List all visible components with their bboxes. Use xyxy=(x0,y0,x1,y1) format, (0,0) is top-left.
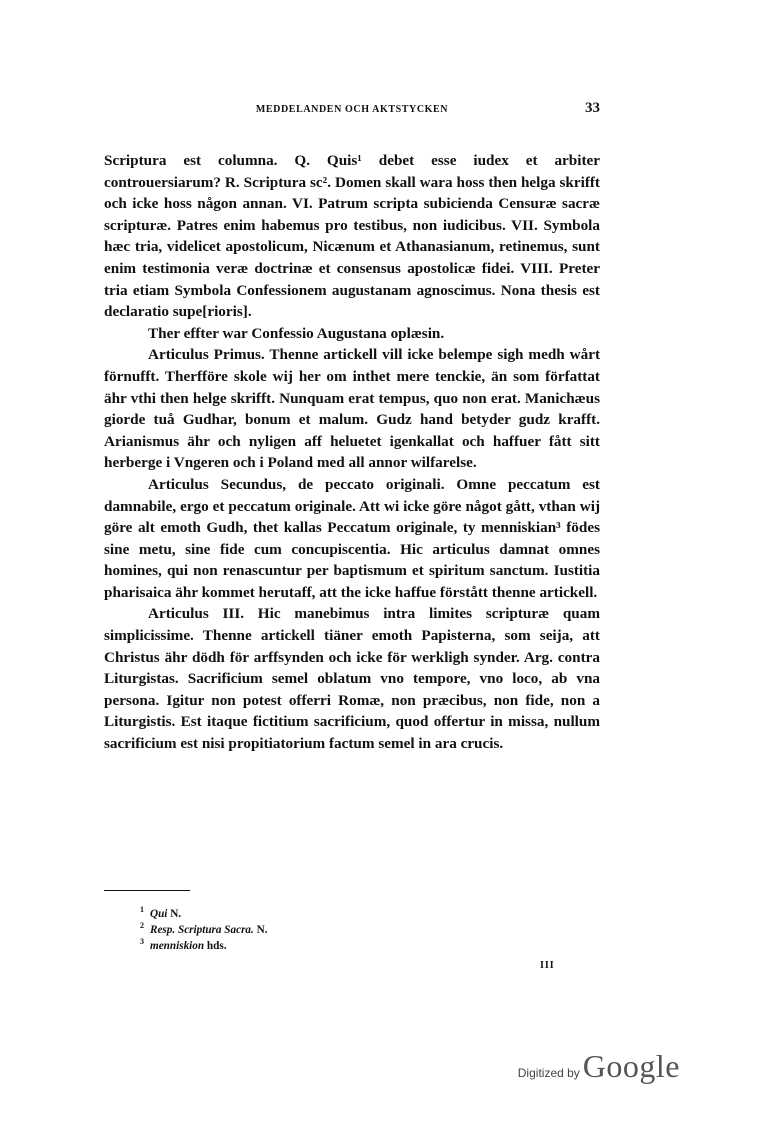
footnote-mark: 1 xyxy=(140,905,144,914)
paragraph-continued: Scriptura est columna. Q. Quis¹ debet esse iudex et arbiter controuersiarum? R. Scriptura sc². Domen skall wara hoss then helga skrifft och icke hoss någon annan. VI. Patrum scripta subicienda Censuræ sacræ scripturæ. Patres enim habemus pro testibus, non iudicibus. VII. Symbola hæc tria, videlicet apostolicum, Nicænum et Athanasianum, retinemus, sunt enim testimonia veræ doctrinæ et consensus apostolicæ fidei. VIII. Preter tria etiam Symbola Confessionem augustanam agnoscimus. Nona thesis est declaratio supe[rioris]. xyxy=(104,152,600,321)
footnote-italic: menniskion xyxy=(150,940,205,952)
footnote xyxy=(140,938,440,954)
signature-mark: III xyxy=(540,960,555,971)
footnote-divider xyxy=(104,890,190,891)
footnote xyxy=(140,922,440,938)
google-logo: Google xyxy=(582,1048,680,1084)
footnote-italic: Qui xyxy=(150,908,168,920)
footnote-italic: Resp. Scriptura Sacra. xyxy=(150,924,254,936)
footnote-mark: 3 xyxy=(140,937,144,946)
paragraph-articulus-secundus: Articulus Secundus, de peccato originali. Omne peccatum est damnabile, ergo et peccatum originale. Att wi icke göre något gått, vthan wij göre alt emoth Gudh, thet kallas Peccatum originale, ty menniskian³ födes sine metu, sine fide cum concupiscentia. Hic articulus damnat omnes homines, qui non renascuntur per baptismum et spiritum sanctum. Iustitia pharisaica ähr kommet herutaff, att the icke haffue förstått thenne artickell. xyxy=(104,475,600,601)
paragraph: Ther effter war Confessio Augustana oplæsin. xyxy=(148,324,445,342)
footnote-text: hds. xyxy=(206,940,227,952)
page-number: 33 xyxy=(585,100,600,116)
footnote xyxy=(140,906,440,922)
running-title: MEDDELANDEN OCH AKTSTYCKEN xyxy=(255,104,449,115)
footnote-text: N. xyxy=(170,908,182,920)
digitizer-prefix: Digitized by xyxy=(517,1066,580,1080)
footnote-text: N. xyxy=(256,924,268,936)
footnote-mark: 2 xyxy=(140,921,144,930)
main-text xyxy=(104,150,600,755)
footnotes xyxy=(140,906,440,954)
paragraph-articulus-iii: Articulus III. Hic manebimus intra limites scripturæ quam simplicissime. Thenne artickell tiäner emoth Papisterna, som seija, att Christus ähr dödh för arffsynden och icke för werkligh synder. Arg. contra Liturgistas. Sacrificium semel oblatum vno tempore, vno loco, ab vna persona. Igitur non potest offerri Romæ, non præcibus, non fide, non a Liturgistis. Est itaque fictitium sacrificium, quod offertur in missa, nullum sacrificium est nisi propitiatorium factum semel in ara crucis. xyxy=(104,605,600,753)
digitizer-watermark xyxy=(518,1048,680,1085)
paragraph-articulus-primus: Articulus Primus. Thenne artickell vill icke belempe sigh medh wårt förnufft. Therfföre skole wij her om inthet mere tenckie, än som författat ähr vthi then helge skrifft. Nunquam erat tempus, quo non erat. Manichæus giorde tuå Gudhar, bonum et malum. Gudz hand betyder gudz krafft. Arianismus ähr och nyligen aff heluetet igenkallat och haffuer fått sitt herberge i Vngeren och i Poland med all annor wilfarelse. xyxy=(104,346,600,472)
